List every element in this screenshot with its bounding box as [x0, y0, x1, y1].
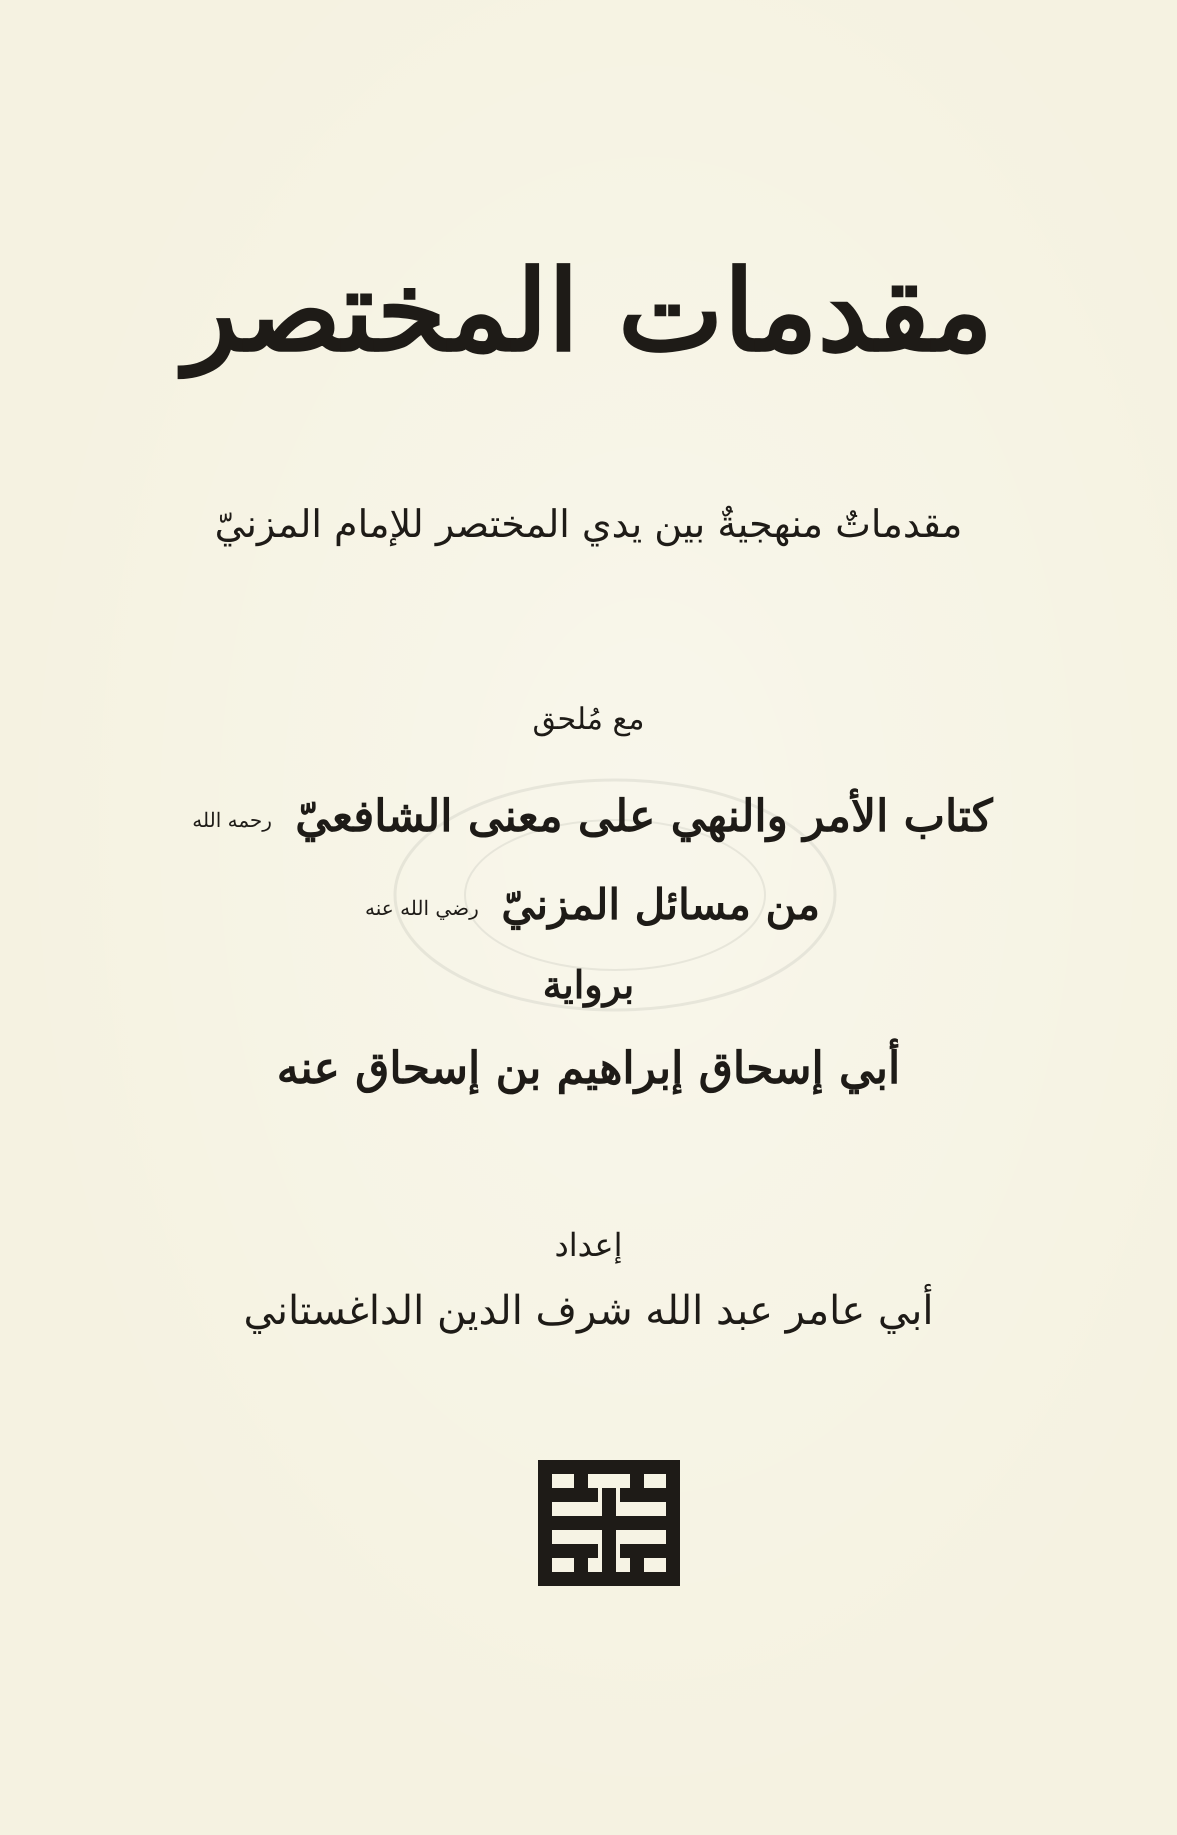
narration-label: برواية	[542, 962, 635, 1007]
appendix-label: مع مُلحق	[532, 702, 645, 737]
appendix-book-honorific: رحمه الله	[192, 807, 272, 832]
appendix-book-name: كتاب الأمر والنهي على معنى الشافعيّ	[295, 791, 993, 842]
publisher-logo-icon	[538, 1460, 680, 1586]
author-name: أبي عامر عبد الله شرف الدين الداغستاني	[243, 1288, 934, 1334]
appendix-book-title	[0, 788, 1177, 845]
main-title: مقدمات المختصر	[184, 246, 993, 377]
subtitle: مقدماتٌ منهجيةٌ بين يدي المختصر للإمام المزنيّ	[214, 502, 963, 546]
appendix-source	[0, 878, 1177, 933]
appendix-source-honorific: رضي الله عنه	[365, 896, 479, 920]
narrator-name: أبي إسحاق إبراهيم بن إسحاق عنه	[276, 1043, 901, 1094]
preparation-label: إعداد	[554, 1226, 623, 1264]
appendix-source-name: من مسائل المزنيّ	[501, 880, 820, 929]
